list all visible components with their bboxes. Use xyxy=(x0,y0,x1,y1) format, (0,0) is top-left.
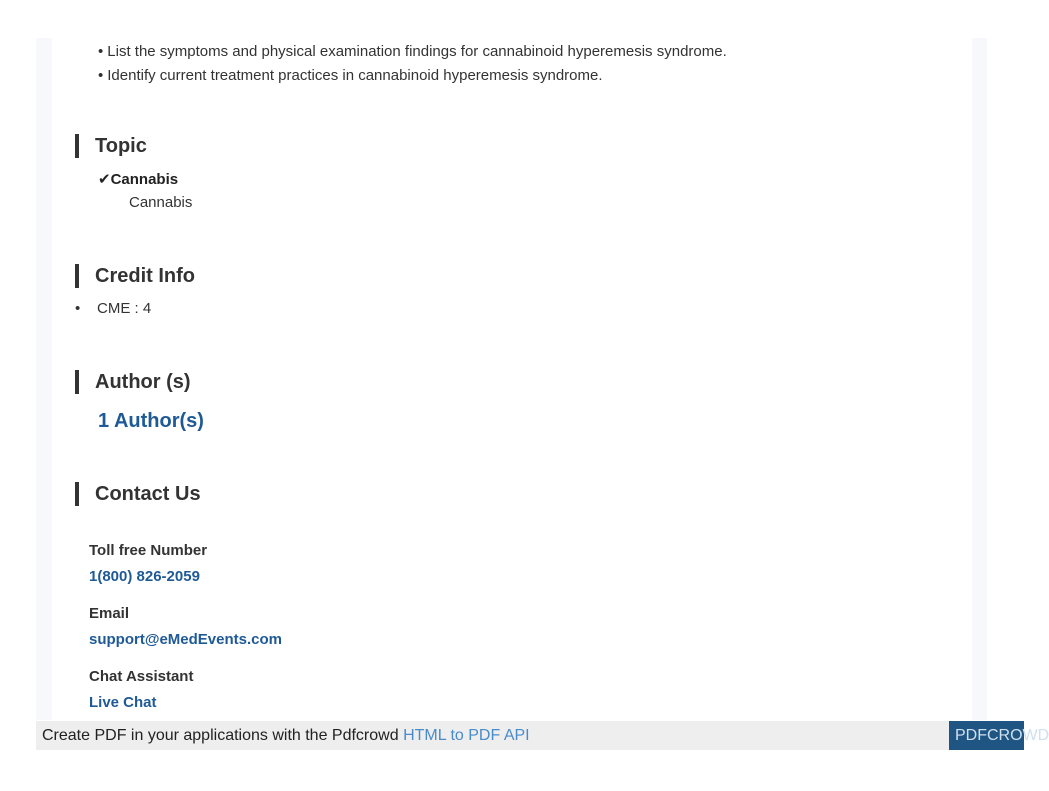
pdfcrowd-badge[interactable]: PDFCROWD xyxy=(949,721,1024,750)
contact-heading: Contact Us xyxy=(75,482,201,506)
topic-sub-item: Cannabis xyxy=(129,194,193,211)
email-link[interactable]: support@eMedEvents.com xyxy=(89,631,282,648)
pdfcrowd-footer-text: Create PDF in your applications with the Pdfcrowd xyxy=(42,727,404,744)
chat-assistant-label: Chat Assistant xyxy=(89,668,194,685)
pdfcrowd-footer-bar xyxy=(36,721,1024,750)
email-label: Email xyxy=(89,605,130,622)
objective-text: List the symptoms and physical examination findings for cannabinoid hyperemesis syndrome. xyxy=(107,43,727,60)
objective-item: • Identify current treatment practices in cannabinoid hyperemesis syndrome. xyxy=(98,67,603,84)
credit-item xyxy=(75,300,151,317)
live-chat-link[interactable]: Live Chat xyxy=(89,694,157,711)
toll-free-label: Toll free Number xyxy=(89,542,208,559)
objective-text: Identify current treatment practices in cannabinoid hyperemesis syndrome. xyxy=(107,67,603,84)
topic-heading: Topic xyxy=(75,134,147,158)
check-icon: ✔ xyxy=(98,171,111,188)
topic-item xyxy=(98,170,178,188)
objective-item: • List the symptoms and physical examination findings for cannabinoid hyperemesis syndrome. xyxy=(98,43,727,60)
html-to-pdf-api-link[interactable]: HTML to PDF API xyxy=(403,727,530,744)
authors-heading: Author (s) xyxy=(75,370,191,394)
toll-free-number-link[interactable]: 1(800) 826-2059 xyxy=(89,568,200,585)
credit-item-label: CME : 4 xyxy=(97,300,152,317)
topic-item-label: Cannabis xyxy=(110,171,179,188)
credit-info-heading: Credit Info xyxy=(75,264,195,288)
bullet-icon: • xyxy=(75,300,81,317)
learning-objectives xyxy=(98,40,727,88)
main-content xyxy=(52,38,972,720)
authors-link[interactable]: 1 Author(s) xyxy=(98,410,204,432)
